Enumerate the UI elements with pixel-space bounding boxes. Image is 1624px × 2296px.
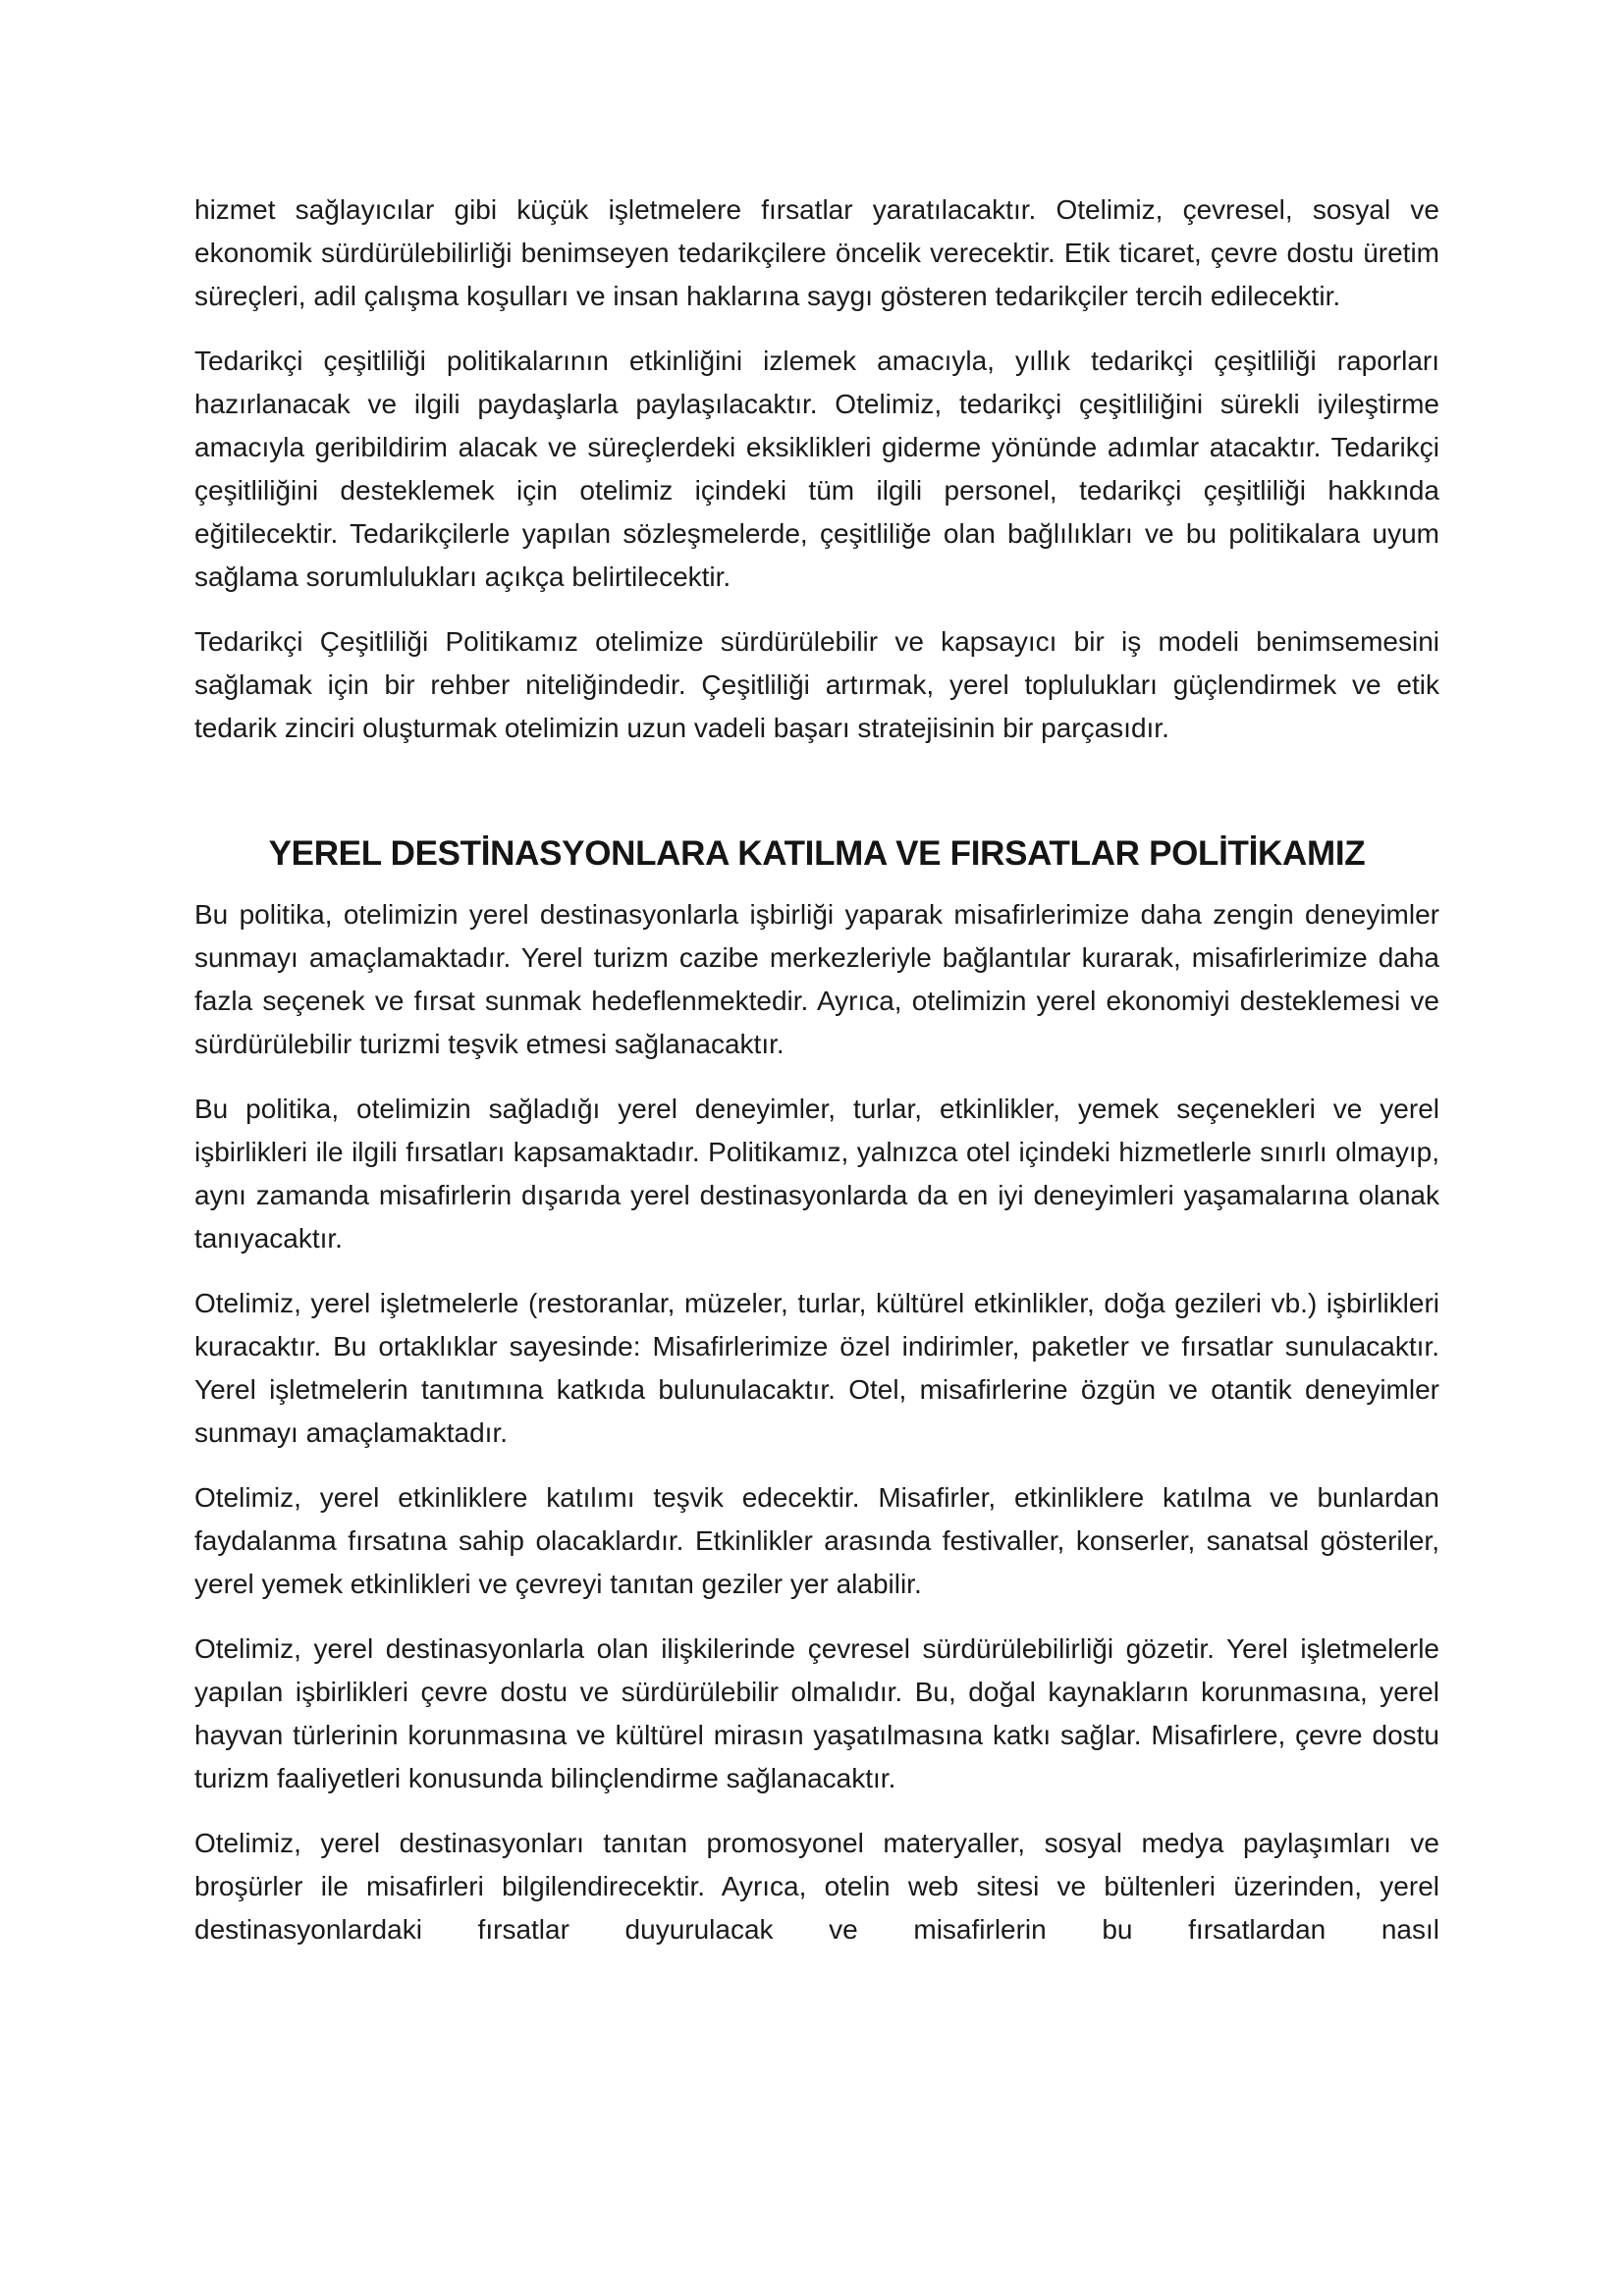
body-paragraph: hizmet sağlayıcılar gibi küçük işletmelere fırsatlar yaratılacaktır. Otelimiz, çevresel, sosyal ve ekonomik sürdürülebilirliği benimseyen tedarikçilere öncelik verecektir. Etik ticaret, çevre dostu üretim süreçleri, adil çalışma koşulları ve insan haklarına saygı gösteren tedarikçiler tercih edilecektir. <box>194 194 1439 311</box>
body-paragraph: Otelimiz, yerel işletmelerle (restoranlar, müzeler, turlar, kültürel etkinlikler, doğa gezileri vb.) işbirlikleri kuracaktır. Bu ortaklıklar sayesinde: Misafirlerimize özel indirimler, paketler ve fırsatlar sunulacaktır. Yerel işletmelerin tanıtımına katkıda bulunulacaktır. Otel, misafirlerine özgün ve otantik deneyimler sunmayı amaçlamaktadır. <box>194 1288 1439 1448</box>
document-page <box>194 188 1439 1973</box>
body-paragraph: Bu politika, otelimizin yerel destinasyonlarla işbirliği yaparak misafirlerimize daha zengin deneyimler sunmayı amaçlamaktadır. Yerel turizm cazibe merkezleriyle bağlantılar kurarak, misafirlerimize daha fazla seçenek ve fırsat sunmak hedeflenmektedir. Ayrıca, otelimizin yerel ekonomiyi desteklemesi ve sürdürülebilir turizmi teşvik etmesi sağlanacaktır. <box>194 899 1439 1059</box>
section-heading: YEREL DESTİNASYONLARA KATILMA VE FIRSATLAR POLİTİKAMIZ <box>268 834 1366 873</box>
body-paragraph: Otelimiz, yerel etkinliklere katılımı teşvik edecektir. Misafirler, etkinliklere katılma ve bunlardan faydalanma fırsatına sahip olacaklardır. Etkinlikler arasında festivaller, konserler, sanatsal gösteriler, yerel yemek etkinlikleri ve çevreyi tanıtan geziler yer alabilir. <box>194 1482 1439 1599</box>
body-paragraph: Otelimiz, yerel destinasyonları tanıtan promosyonel materyaller, sosyal medya paylaşımları ve broşürler ile misafirleri bilgilendirecektir. Ayrıca, otelin web sitesi ve bültenleri üzerinden, yerel destinasyonlardaki fırsatlar duyurulacak ve misafirlerin bu fırsatlardan nasıl <box>194 1828 1439 1945</box>
body-paragraph: Otelimiz, yerel destinasyonlarla olan ilişkilerinde çevresel sürdürülebilirliği gözetir. Yerel işletmelerle yapılan işbirlikleri çevre dostu ve sürdürülebilir olmalıdır. Bu, doğal kaynakların korunmasına, yerel hayvan türlerinin korunmasına ve kültürel mirasın yaşatılmasına katkı sağlar. Misafirlere, çevre dostu turizm faaliyetleri konusunda bilinçlendirme sağlanacaktır. <box>194 1633 1439 1793</box>
body-paragraph: Bu politika, otelimizin sağladığı yerel deneyimler, turlar, etkinlikler, yemek seçenekleri ve yerel işbirlikleri ile ilgili fırsatları kapsamaktadır. Politikamız, yalnızca otel içindeki hizmetlerle sınırlı olmayıp, aynı zamanda misafirlerin dışarıda yerel destinasyonlarda da en iyi deneyimleri yaşamalarına olanak tanıyacaktır. <box>194 1094 1439 1254</box>
body-paragraph: Tedarikçi Çeşitliliği Politikamız otelimize sürdürülebilir ve kapsayıcı bir iş modeli benimsemesini sağlamak için bir rehber niteliğindedir. Çeşitliliği artırmak, yerel toplulukları güçlendirmek ve etik tedarik zinciri oluşturmak otelimizin uzun vadeli başarı stratejisinin bir parçasıdır. <box>194 626 1439 743</box>
body-paragraph: Tedarikçi çeşitliliği politikalarının etkinliğini izlemek amacıyla, yıllık tedarikçi çeşitliliği raporları hazırlanacak ve ilgili paydaşlarla paylaşılacaktır. Otelimiz, tedarikçi çeşitliliğini sürekli iyileştirme amacıyla geribildirim alacak ve süreçlerdeki eksiklikleri giderme yönünde adımlar atacaktır. Tedarikçi çeşitliliğini desteklemek için otelimiz içindeki tüm ilgili personel, tedarikçi çeşitliliği hakkında eğitilecektir. Tedarikçilerle yapılan sözleşmelerde, çeşitliliğe olan bağlılıkları ve bu politikalara uyum sağlama sorumlulukları açıkça belirtilecektir. <box>194 346 1439 592</box>
